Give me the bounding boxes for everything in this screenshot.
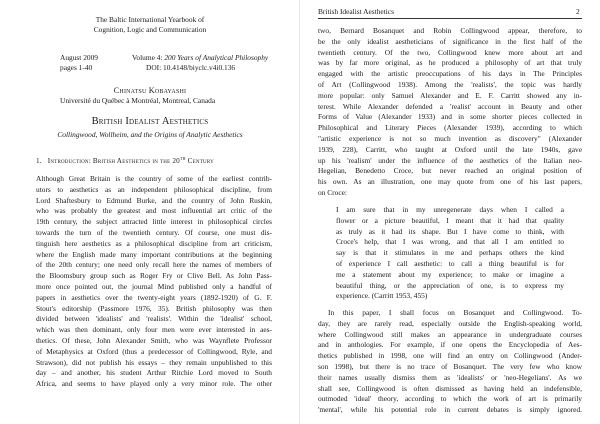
body-line: tinguish here aesthetics as a philosophical discipline from art criticism, xyxy=(36,238,272,248)
body-line: Africa, and seems to have played only a very minor role. The other xyxy=(36,379,272,389)
body-line: of the 20th century; one need only recall here the names of members of xyxy=(36,260,272,270)
body-line: 19th century, the subject attracted little interest in philosophical circles xyxy=(36,217,272,227)
body-line: papers in aesthetics over the twenty-eight years (1892-1920) of G. F. xyxy=(36,292,272,302)
body-line: engaged with the artistic preoccupations of his days in The Principles xyxy=(318,69,582,79)
quote-line: I am sure that in my unregenerate days when I called a xyxy=(336,205,564,214)
body-line: Lord Shaftesbury to Edmund Burke, and the country of John Ruskin, xyxy=(36,195,272,205)
quote-line: me a statement about my experience; to make or imagine a xyxy=(336,269,564,279)
author-name: Chinatsu Kobayashi xyxy=(113,86,187,95)
volume-info: Volume 4: 200 Years of Analytical Philosophy xyxy=(132,53,269,62)
body-line: towards the turn of the twentieth century. Of course, one must dis- xyxy=(36,228,272,237)
body-line: his own. As an illustration, one may quote from one of his last papers, xyxy=(318,177,582,187)
body-line: twentieth century. Of the two, Collingwood knew more about art and xyxy=(318,47,582,57)
header-rule xyxy=(318,18,582,19)
body-line: where the English made many important contributions at the beginning xyxy=(36,249,272,259)
body-line: was by far more original, as he produced a philosophy of art that truly xyxy=(318,58,582,68)
body-line: 'mental', while his potential role in current debates is simply ignored. xyxy=(318,405,582,415)
page-number: 2 xyxy=(576,7,580,16)
body-line: Stout's editorship (Passmore 1976, 35). British philosophy was then xyxy=(36,303,272,313)
body-line: on Croce: xyxy=(318,188,347,197)
body-line: Although Great Britain is the country of some of the earliest contrib- xyxy=(36,174,272,183)
paper-subtitle: Collingwood, Wollheim, and the Origins of Analytic Aesthetics xyxy=(57,130,243,139)
body-line: In this paper, I shall focus on Bosanquet and Collingwood. To- xyxy=(328,308,582,317)
body-line: Forms of Value (Alexander 1933) and in some shorter pieces collected in xyxy=(318,112,582,122)
quote-line: say is that it stimulates in me and perhaps others the kind xyxy=(336,248,564,258)
body-line: their names usually dismiss them as 'idealists' or 'neo-Hegelians'. As we xyxy=(318,372,582,382)
body-line: day, they are rarely read, especially outside the English-speaking world, xyxy=(318,318,582,328)
body-line: up his 'realism' under the influence of the aesthetics of the Italian neo- xyxy=(318,155,582,165)
quote-line: experience. (Carritt 1953, 455) xyxy=(336,291,428,301)
journal-line-2: Cognition, Logic and Communication xyxy=(93,25,207,34)
body-line: 1939, 228), Carritt, who taught at Oxford until the late 1940s, gave xyxy=(318,144,582,154)
doi: DOI: 10.4148/biyclc.v4i0.136 xyxy=(146,63,236,72)
body-line: shall see, Collingwood is often dismissed as having held an indefensible, xyxy=(318,383,582,393)
paper-title: British Idealist Aesthetics xyxy=(91,116,209,127)
issue-date: August 2009 xyxy=(60,53,98,62)
body-line: two, Bernard Bosanquet and Robin Collingwood appear, therefore, to xyxy=(318,26,582,35)
body-line: where Collingwood still makes an appearance in undergraduate courses xyxy=(318,329,582,339)
body-line: divided between 'idealists' and 'realists'. Within the 'idealist' school, xyxy=(36,314,272,324)
body-line: thetics published in 1998, one will find an entry on Collingwood (Ander- xyxy=(318,351,582,361)
body-line: of Art (Collingwood 1938). Among the 'realists', the topic was hardly xyxy=(318,80,582,89)
body-line: son 1998), but there is no trace of Bosanquet. The very few who know xyxy=(318,362,582,371)
body-line: terest. While Alexander defended a 'realist' account in Beauty and other xyxy=(318,101,582,111)
body-line: the Bloomsbury group such as Roger Fry or Clive Bell. As John Pass- xyxy=(36,271,272,281)
section-heading: 1. Introduction: British Aesthetics in the 20th Century xyxy=(36,157,214,165)
author-affiliation: Université du Québec à Montréal, Montreal, Canada xyxy=(60,96,216,105)
quote-line: flower or a picture beautiful, I meant that it had that quality xyxy=(336,215,564,225)
body-line: Strawson), did not publish his essays – they remain unpublished to this xyxy=(36,357,272,367)
page-range: pages 1-40 xyxy=(60,63,93,72)
quote-line: as truly as it had its shape. But I have come to think, with xyxy=(336,226,564,236)
running-head: British Idealist Aesthetics xyxy=(318,7,394,16)
body-line: thetics. Of these, John Alexander Smith, who was Waynflete Professor xyxy=(36,336,272,345)
journal-line-1: The Baltic International Yearbook of xyxy=(95,15,205,24)
body-line: more popular: only Samuel Alexander and E. F. Carritt showed any in- xyxy=(318,90,582,100)
body-line: day – and another, his student Arthur Ritchie Lord moved to South xyxy=(36,368,272,378)
body-line: and in anthologies. For example, if one opens the Encyclopedia of Aes- xyxy=(318,340,582,350)
quote-line: of experience I call aesthetic: to call a thing beautiful is for xyxy=(336,259,564,268)
body-line: outmoded 'ideal' theory, according to which the work of art is primarily xyxy=(318,394,582,404)
body-line: Philosophical and Literary Pieces (Alexander 1939), according to which xyxy=(318,123,582,133)
body-line: of Metaphysics at Oxford (thus a predecessor of Collingwood, Ryle, and xyxy=(36,346,272,356)
quote-line: Croce's help, that I was wrong, and that all I am entitled to xyxy=(336,237,564,247)
body-line: be the only idealist aestheticians of significance in the first half of the xyxy=(318,36,582,46)
quote-line: beautiful thing, or the appreciation of one, is to express my xyxy=(336,280,564,290)
body-line: Hegelian, Benedetto Croce, but never reached an original position of xyxy=(318,166,582,176)
body-line: which was then dominant, only four men were ever interested in aes- xyxy=(36,325,272,335)
body-line: "artistic experience is not so much invention as discovery" (Alexander xyxy=(318,134,582,143)
body-line: who was probably the greatest and most influential art critic of the xyxy=(36,206,272,216)
body-line: utors to aesthetics as an independent philosophical discipline, from xyxy=(36,184,272,194)
body-line: more once pointed out, the journal Mind published only a handful of xyxy=(36,282,272,291)
